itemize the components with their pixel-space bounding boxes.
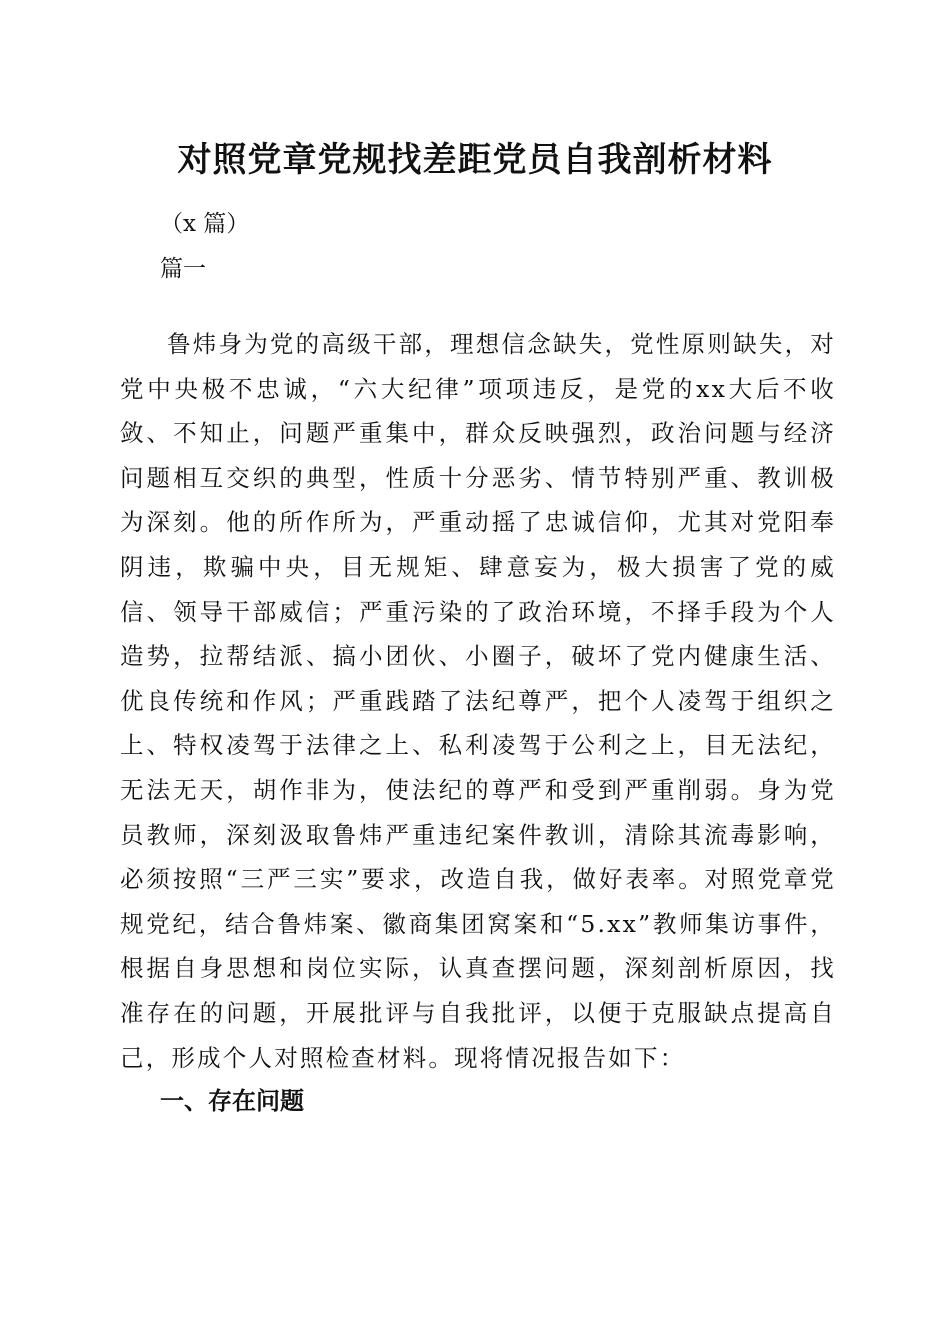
body-text [120, 322, 836, 1080]
document-title: 对照党章党规找差距党员自我剖析材料 [177, 140, 773, 180]
section-heading: 一、存在问题 [160, 1087, 304, 1115]
document-subtitle: （x 篇） [160, 211, 250, 237]
part-label: 篇一 [160, 256, 206, 282]
body-paragraph: 鲁炜身为党的高级干部，理想信念缺失，党性原则缺失，对党中央极不忠诚，“六大纪律”项项违反，是党的xx大后不收敛、不知止，问题严重集中，群众反映强烈，政治问题与经济问题相互交织的典型，性质十分恶劣、情节特别严重、教训极为深刻。他的所作所为，严重动摇了忠诚信仰，尤其对党阳奉阴违，欺骗中央，目无规矩、肆意妄为，极大损害了党的威信、领导干部威信；严重污染的了政治环境，不择手段为个人造势，拉帮结派、搞小团伙、小圈子，破坏了党内健康生活、优良传统和作风；严重践踏了法纪尊严，把个人凌驾于组织之上、特权凌驾于法律之上、私利凌驾于公利之上，目无法纪，无法无天，胡作非为，使法纪的尊严和受到严重削弱。身为党员教师，深刻汲取鲁炜严重违纪案件教训，清除其流毒影响，必须按照“三严三实”要求，改造自我，做好表率。对照党章党规党纪，结合鲁炜案、徽商集团窝案和“5.xx”教师集访事件，根据自身思想和岗位实际，认真查摆问题，深刻剖析原因，找准存在的问题，开展批评与自我批评，以便于克服缺点提高自己，形成个人对照检查材料。现将情况报告如下： [120, 330, 836, 1072]
